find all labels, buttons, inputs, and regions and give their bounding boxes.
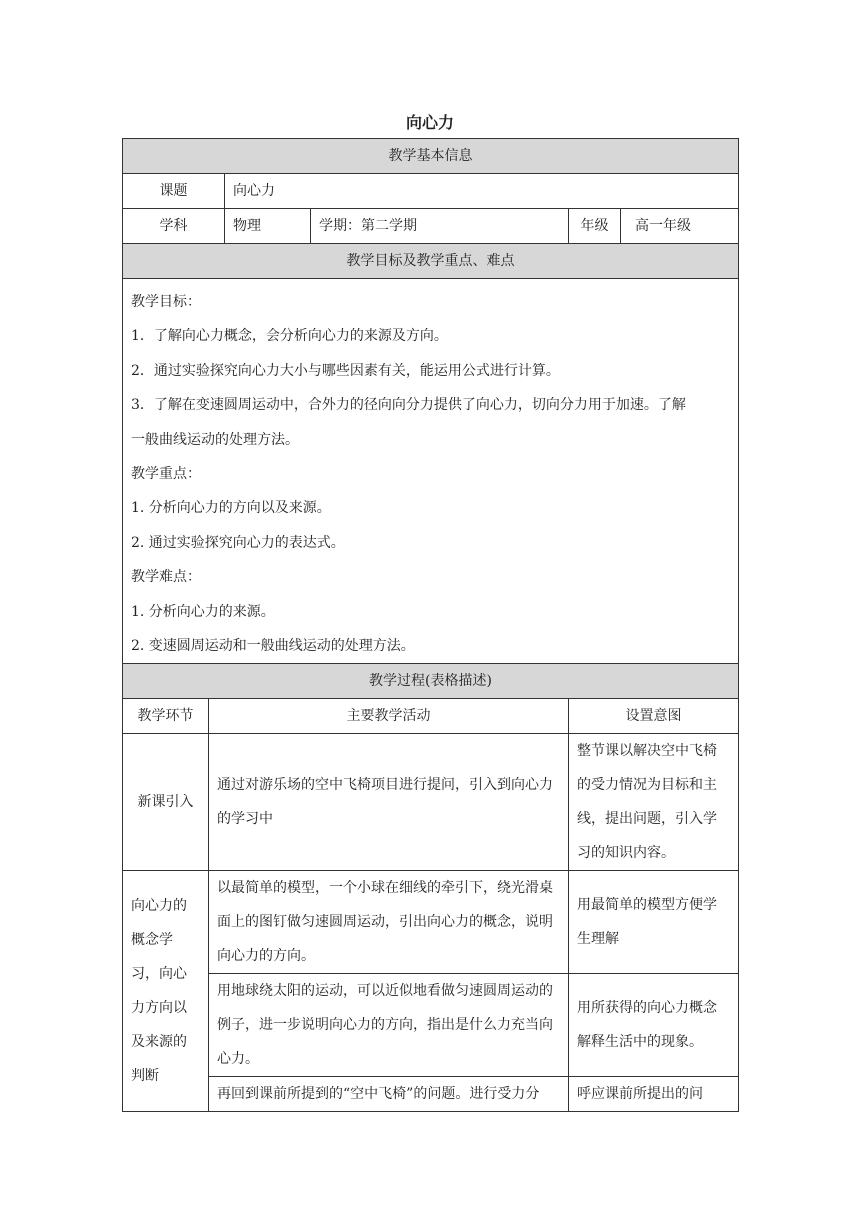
goals-line: 2. 变速圆周运动和一般曲线运动的处理方法。 bbox=[131, 638, 415, 655]
intent-cell: 呼应课前所提出的问 bbox=[569, 1077, 739, 1112]
term-value: 学期：第二学期 bbox=[311, 209, 569, 244]
goals-line: 一般曲线运动的处理方法。 bbox=[131, 431, 299, 448]
stage-cell: 向心力的概念学习，向心力方向以及来源的判断 bbox=[123, 871, 209, 1112]
stage-cell: 新课引入 bbox=[123, 734, 209, 871]
intent-cell: 用所获得的向心力概念解释生活中的现象。 bbox=[569, 974, 739, 1077]
topic-value: 向心力 bbox=[225, 174, 739, 209]
goals-line: 1. 分析向心力的来源。 bbox=[131, 603, 275, 620]
goals-line: 教学重点： bbox=[131, 466, 201, 483]
goals-line: 教学难点： bbox=[131, 569, 201, 586]
subject-value: 物理 bbox=[225, 209, 311, 244]
topic-label: 课题 bbox=[123, 174, 225, 209]
lesson-plan-table bbox=[122, 138, 739, 1112]
document-title: 向心力 bbox=[405, 113, 454, 132]
activity-cell: 以最简单的模型，一个小球在细线的牵引下，绕光滑桌面上的图钉做匀速圆周运动，引出向心力的概念，说明向心力的方向。 bbox=[209, 871, 569, 974]
subject-label: 学科 bbox=[123, 209, 225, 244]
grade-label: 年级 bbox=[569, 209, 621, 244]
intent-cell: 整节课以解决空中飞椅的受力情况为目标和主线，提出问题，引入学习的知识内容。 bbox=[569, 734, 739, 871]
goals-line: 1．了解向心力概念，会分析向心力的来源及方向。 bbox=[131, 328, 448, 345]
header-intent: 设置意图 bbox=[569, 699, 739, 734]
activity-cell: 用地球绕太阳的运动，可以近似地看做匀速圆周运动的例子，进一步说明向心力的方向，指出是什么力充当向心力。 bbox=[209, 974, 569, 1077]
intent-cell: 用最简单的模型方便学生理解 bbox=[569, 871, 739, 974]
section-process: 教学过程(表格描述) bbox=[123, 664, 739, 699]
goals-line: 2. 通过实验探究向心力的表达式。 bbox=[131, 534, 345, 551]
grade-value: 高一年级 bbox=[621, 209, 739, 244]
activity-cell: 再回到课前所提到的“空中飞椅”的问题。进行受力分 bbox=[209, 1077, 569, 1112]
header-stage: 教学环节 bbox=[123, 699, 209, 734]
goals-line: 3．了解在变速圆周运动中，合外力的径向向分力提供了向心力，切向分力用于加速。了解 bbox=[131, 397, 686, 414]
section-goals: 教学目标及教学重点、难点 bbox=[123, 244, 739, 279]
goals-cell bbox=[123, 279, 739, 664]
header-activity: 主要教学活动 bbox=[209, 699, 569, 734]
section-basic-info: 教学基本信息 bbox=[123, 139, 739, 174]
goals-line: 教学目标： bbox=[131, 294, 201, 310]
goals-line: 2．通过实验探究向心力大小与哪些因素有关，能运用公式进行计算。 bbox=[131, 362, 560, 379]
activity-cell: 通过对游乐场的空中飞椅项目进行提问，引入到向心力的学习中 bbox=[209, 734, 569, 871]
goals-line: 1. 分析向心力的方向以及来源。 bbox=[131, 500, 331, 517]
